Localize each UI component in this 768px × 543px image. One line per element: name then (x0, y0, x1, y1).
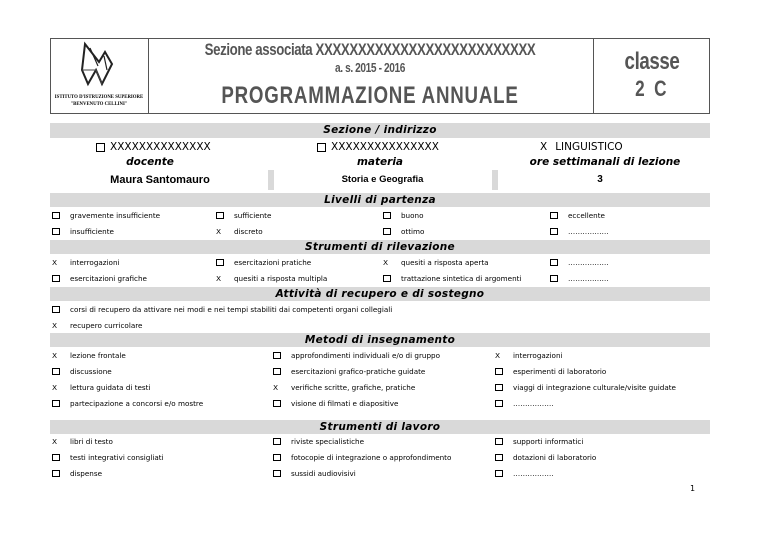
recupero-option[interactable] (52, 305, 392, 314)
strumenti_rilevazione-option[interactable] (216, 274, 327, 283)
class-label: classe (624, 48, 680, 75)
livelli-option[interactable] (550, 211, 605, 220)
checkbox-icon (495, 400, 503, 407)
strumenti_lavoro-option-label: supporti informatici (513, 437, 584, 446)
checkbox-icon (273, 438, 281, 445)
checkbox-icon (495, 368, 503, 375)
checkbox-icon (216, 259, 224, 266)
checkbox-icon (52, 400, 60, 407)
checkbox-icon (383, 228, 391, 235)
strumenti_rilevazione-option[interactable] (52, 274, 147, 283)
indirizzo-option-3-label: LINGUISTICO (555, 141, 623, 153)
band-metodi-label: Metodi di insegnamento (304, 334, 456, 346)
checkbox-icon (495, 454, 503, 461)
metodi-option-label: viaggi di integrazione culturale/visite guidate (513, 383, 676, 392)
band-livelli (50, 193, 710, 207)
metodi-option-label: partecipazione a concorsi e/o mostre (70, 399, 204, 408)
strumenti_lavoro-option-label: fotocopie di integrazione o approfondimento (291, 453, 452, 462)
main-title: PROGRAMMAZIONE ANNUALE (221, 82, 519, 109)
header-divider-right (593, 38, 594, 114)
school-emblem-icon (52, 40, 146, 90)
strumenti_rilevazione-option-label: …………….. (568, 274, 609, 283)
livelli-option[interactable] (52, 211, 160, 220)
check-x-icon: X (495, 351, 501, 360)
school-name-line1: ISTITUTO D'ISTRUZIONE SUPERIORE (54, 95, 144, 100)
metodi-option[interactable] (495, 399, 554, 408)
check-x-icon: X (273, 383, 279, 392)
livelli-option-label: ottimo (401, 227, 425, 236)
school-logo (52, 40, 146, 112)
band-sezione-label: Sezione / indirizzo (323, 124, 437, 136)
livelli-option-label: gravemente insufficiente (70, 211, 161, 220)
section-title: Sezione associata XXXXXXXXXXXXXXXXXXXXXXXXXX (204, 40, 536, 59)
checkbox-icon (273, 400, 281, 407)
label-materia: materia (356, 156, 404, 168)
livelli-option[interactable] (550, 227, 609, 236)
metodi-option[interactable] (52, 399, 203, 408)
ore-value: 3 (597, 174, 603, 185)
strumenti_lavoro-option[interactable] (52, 437, 113, 446)
strumenti_rilevazione-option[interactable] (216, 258, 311, 267)
checkbox-icon (550, 228, 558, 235)
metodi-option-label: approfondimenti individuali e/o di gruppo (291, 351, 440, 360)
strumenti_lavoro-option[interactable] (495, 437, 583, 446)
indirizzo-option-1-label: XXXXXXXXXXXXXX (110, 141, 211, 153)
livelli-option[interactable] (383, 211, 423, 220)
strumenti_rilevazione-option-label: …………….. (568, 258, 609, 267)
strumenti_rilevazione-option[interactable] (550, 274, 609, 283)
check-x-icon: X (52, 258, 58, 267)
recupero-option[interactable] (52, 321, 142, 330)
livelli-option[interactable] (52, 227, 114, 236)
strumenti_rilevazione-option-label: esercitazioni grafiche (70, 274, 147, 283)
livelli-option-label: discreto (234, 227, 263, 236)
band-metodi (50, 333, 710, 347)
strumenti_lavoro-option[interactable] (495, 453, 596, 462)
check-x-icon: X (52, 437, 58, 446)
strumenti_lavoro-option[interactable] (273, 469, 356, 478)
separator (492, 170, 498, 190)
strumenti_lavoro-option-label: libri di testo (70, 437, 113, 446)
band-sezione (50, 123, 710, 138)
strumenti_lavoro-option-label: …………….. (513, 469, 554, 478)
livelli-option-label: insufficiente (70, 227, 114, 236)
checkbox-icon (383, 212, 391, 219)
page-number: 1 (690, 484, 696, 493)
checkbox-icon (52, 228, 60, 235)
strumenti_lavoro-option[interactable] (273, 437, 364, 446)
check-x-icon: X (540, 141, 548, 153)
checkbox-icon (317, 143, 326, 152)
livelli-option[interactable] (383, 227, 424, 236)
strumenti_rilevazione-option[interactable] (52, 258, 120, 267)
header-divider-left (148, 38, 149, 114)
check-x-icon: X (216, 227, 222, 236)
band-recupero-label: Attività di recupero e di sostegno (275, 288, 485, 300)
check-x-icon: X (52, 321, 58, 330)
livelli-option-label: eccellente (568, 211, 605, 220)
school-year: a. s. 2015 - 2016 (334, 60, 406, 75)
metodi-option-label: esperimenti di laboratorio (513, 367, 607, 376)
checkbox-icon (52, 368, 60, 375)
checkbox-icon (495, 438, 503, 445)
indirizzo-option-3[interactable] (540, 140, 623, 154)
separator (268, 170, 274, 190)
checkbox-icon (273, 454, 281, 461)
livelli-option[interactable] (216, 227, 263, 236)
checkbox-icon (52, 306, 60, 313)
metodi-option[interactable] (495, 367, 606, 376)
metodi-option[interactable] (273, 367, 425, 376)
metodi-option[interactable] (52, 351, 126, 360)
strumenti_rilevazione-option[interactable] (383, 258, 489, 267)
recupero-option-label: recupero curricolare (70, 321, 143, 330)
checkbox-icon (52, 212, 60, 219)
strumenti_lavoro-option[interactable] (273, 453, 451, 462)
strumenti_rilevazione-option-label: quesiti a risposta multipla (234, 274, 328, 283)
band-strumenti-lavoro (50, 420, 710, 434)
metodi-option-label: interrogazioni (513, 351, 563, 360)
strumenti_rilevazione-option-label: esercitazioni pratiche (234, 258, 312, 267)
strumenti_lavoro-option-label: sussidi audiovisivi (291, 469, 356, 478)
school-name-line2: "BENVENUTO CELLINI" (70, 102, 128, 107)
indirizzo-option-2-label: XXXXXXXXXXXXXXX (331, 141, 439, 153)
strumenti_lavoro-option-label: dispense (70, 469, 103, 478)
strumenti_lavoro-option-label: testi integrativi consigliati (70, 453, 164, 462)
checkbox-icon (216, 212, 224, 219)
metodi-option-label: lezione frontale (70, 351, 126, 360)
check-x-icon: X (52, 351, 58, 360)
metodi-option[interactable] (273, 383, 415, 392)
metodi-option-label: …………….. (513, 399, 554, 408)
checkbox-icon (96, 143, 105, 152)
metodi-option[interactable] (495, 383, 676, 392)
checkbox-icon (52, 470, 60, 477)
metodi-option[interactable] (495, 351, 563, 360)
strumenti_rilevazione-option[interactable] (383, 274, 521, 283)
metodi-option-label: visione di filmati e diapositive (291, 399, 399, 408)
strumenti_rilevazione-option-label: interrogazioni (70, 258, 120, 267)
label-docente: docente (126, 156, 174, 168)
materia-value: Storia e Geografia (341, 174, 424, 185)
strumenti_rilevazione-option[interactable] (550, 258, 609, 267)
checkbox-icon (273, 368, 281, 375)
indirizzo-option-2[interactable] (317, 140, 439, 154)
livelli-option-label: sufficiente (234, 211, 272, 220)
strumenti_lavoro-option-label: dotazioni di laboratorio (513, 453, 597, 462)
checkbox-icon (550, 259, 558, 266)
checkbox-icon (495, 384, 503, 391)
strumenti_lavoro-option[interactable] (495, 469, 554, 478)
checkbox-icon (273, 470, 281, 477)
metodi-option[interactable] (273, 351, 440, 360)
strumenti_lavoro-option[interactable] (52, 469, 102, 478)
strumenti_rilevazione-option-label: trattazione sintetica di argomenti (401, 274, 522, 283)
band-livelli-label: Livelli di partenza (324, 194, 436, 206)
strumenti_lavoro-option-label: riviste specialistiche (291, 437, 365, 446)
metodi-option-label: esercitazioni grafico-pratiche guidate (291, 367, 426, 376)
checkbox-icon (52, 275, 60, 282)
checkbox-icon (550, 212, 558, 219)
check-x-icon: X (216, 274, 222, 283)
checkbox-icon (273, 352, 281, 359)
checkbox-icon (383, 275, 391, 282)
strumenti_lavoro-option[interactable] (52, 453, 164, 462)
checkbox-icon (52, 454, 60, 461)
livelli-option-label: buono (401, 211, 424, 220)
band-strumenti-rilevazione (50, 240, 710, 254)
checkbox-icon (550, 275, 558, 282)
docente-value: Maura Santomauro (110, 174, 210, 186)
livelli-option[interactable] (216, 211, 271, 220)
metodi-option[interactable] (273, 399, 398, 408)
metodi-option[interactable] (52, 367, 112, 376)
band-strumenti-rilevazione-label: Strumenti di rilevazione (305, 241, 455, 253)
label-ore: ore settimanali di lezione (529, 156, 681, 168)
livelli-option-label: …………….. (568, 227, 609, 236)
recupero-option-label: corsi di recupero da attivare nei modi e nei tempi stabiliti dai competenti organi collegiali (70, 305, 393, 314)
metodi-option-label: verifiche scritte, grafiche, pratiche (291, 383, 416, 392)
check-x-icon: X (52, 383, 58, 392)
metodi-option[interactable] (52, 383, 151, 392)
indirizzo-option-1[interactable] (96, 140, 211, 154)
metodi-option-label: discussione (70, 367, 112, 376)
band-strumenti-lavoro-label: Strumenti di lavoro (319, 421, 441, 433)
class-value: 2 C (635, 76, 669, 101)
checkbox-icon (495, 470, 503, 477)
check-x-icon: X (383, 258, 389, 267)
band-recupero (50, 287, 710, 301)
strumenti_rilevazione-option-label: quesiti a risposta aperta (401, 258, 489, 267)
metodi-option-label: lettura guidata di testi (70, 383, 151, 392)
